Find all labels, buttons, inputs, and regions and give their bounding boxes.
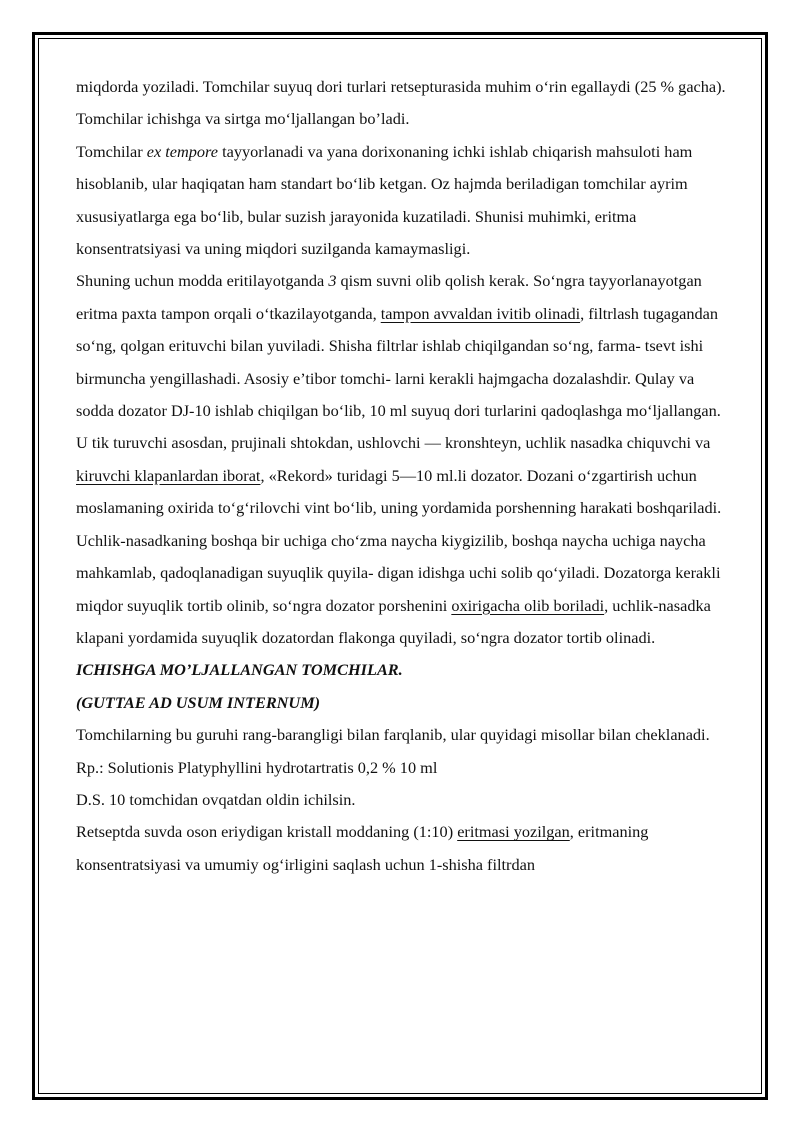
- recipe-line: Rp.: Solutionis Platyphyllini hydrotartratis 0,2 % 10 ml: [76, 757, 438, 777]
- section-subheading: (GUTTAE AD USUM INTERNUM): [76, 692, 321, 712]
- signa-line: D.S. 10 tomchidan ovqatdan oldin ichilsin.: [76, 789, 356, 809]
- italic-term: ex tempore: [146, 141, 219, 161]
- document-body: [76, 71, 732, 881]
- italic-number: 3: [328, 271, 337, 291]
- paragraph-intro: miqdorda yoziladi. Tomchilar suyuq dori turlari retsepturasida muhim o‘rin egallaydi (25 % gacha). Tomchilar ichishga va sirtga mo‘ljallangan bo’ladi.: [76, 77, 726, 129]
- text-run: tayyorlanadi va yana dorixonaning ichki ishlab chiqarish mahsuloti ham hisoblanib, ular haqiqatan ham standart bo‘lib ketgan. Oz hajmda beriladigan tomchilar ayrim xususiyatlarga ega bo‘lib, bular suzish jarayonida kuzatiladi. Shunisi muhimki, eritma konsentratsiyasi va uning miqdori suzilganda kamaymasligi.: [76, 141, 693, 259]
- text-run: , «Rekord» turidagi 5—10 ml.li dozator. Dozani o‘zgartirish uchun moslamaning oxirida to‘g‘rilovchi vint bo‘lib, uning yordamida porshenning harakati boshqariladi. Uchlik-nasadkaning boshqa bir uchiga cho‘zma naycha kiygizilib, boshqa naycha uchiga naycha mahkamlab, qadoqlanadigan suyuqlik quyila- digan idishga uchi solib qo‘yiladi. Dozatorga kerakli miqdor suyuqlik tortib olinib, so‘ngra dozator porshenini: [76, 465, 722, 615]
- text-run: , filtrlash tugagandan so‘ng, qolgan erituvchi bilan yuviladi. Shisha filtrlar ishlab chiqilgandan so‘ng, farma- tsevt ishi birmuncha yengillashadi. Asosiy e’tibor tomchi- larni kerakli hajmgacha dozalashdir. Qulay va sodda dozator DJ-10 ishlab chiqilgan bo‘lib, 10 ml suyuq dori turlarini qadoqlashga mo‘ljallangan. U tik turuvchi asosdan, prujinali shtokdan, ushlovchi — kronshteyn, uchlik nasadka chiquvchi va: [76, 303, 721, 453]
- text-run: Shuning uchun modda eritilayotganda: [76, 271, 329, 291]
- paragraph-group: Tomchilarning bu guruhi rang-barangligi bilan farqlanib, ular quyidagi misollar bilan cheklanadi.: [76, 725, 710, 745]
- paragraph-dozator: [76, 265, 732, 654]
- section-heading: ICHISHGA MO’LJALLANGAN TOMCHILAR.: [76, 660, 403, 680]
- text-run: , eritmaning konsentratsiyasi va umumiy og‘irligini saqlash uchun 1-shisha filtrdan: [76, 822, 649, 874]
- paragraph-ex-tempore: [76, 136, 732, 266]
- underlined-text: eritmasi yozilgan: [457, 822, 570, 842]
- text-run: , uchlik-nasadka klapani yordamida suyuqlik dozatordan flakonga quyiladi, so‘ngra dozator tortib olinadi.: [76, 595, 711, 647]
- paragraph-retsept: [76, 816, 732, 881]
- text-run: Retseptda suvda oson eriydigan kristall moddaning (1:10): [76, 822, 458, 842]
- underlined-text: oxirigacha olib boriladi: [451, 595, 605, 615]
- underlined-text: kiruvchi klapanlardan iborat: [76, 465, 261, 485]
- underlined-text: tampon avvaldan ivitib olinadi: [380, 303, 581, 323]
- text-run: Tomchilar: [76, 141, 147, 161]
- text-run: qism suvni olib qolish kerak. So‘ngra tayyorlanayotgan eritma paxta tampon orqali o‘tkazilayotganda,: [76, 271, 702, 323]
